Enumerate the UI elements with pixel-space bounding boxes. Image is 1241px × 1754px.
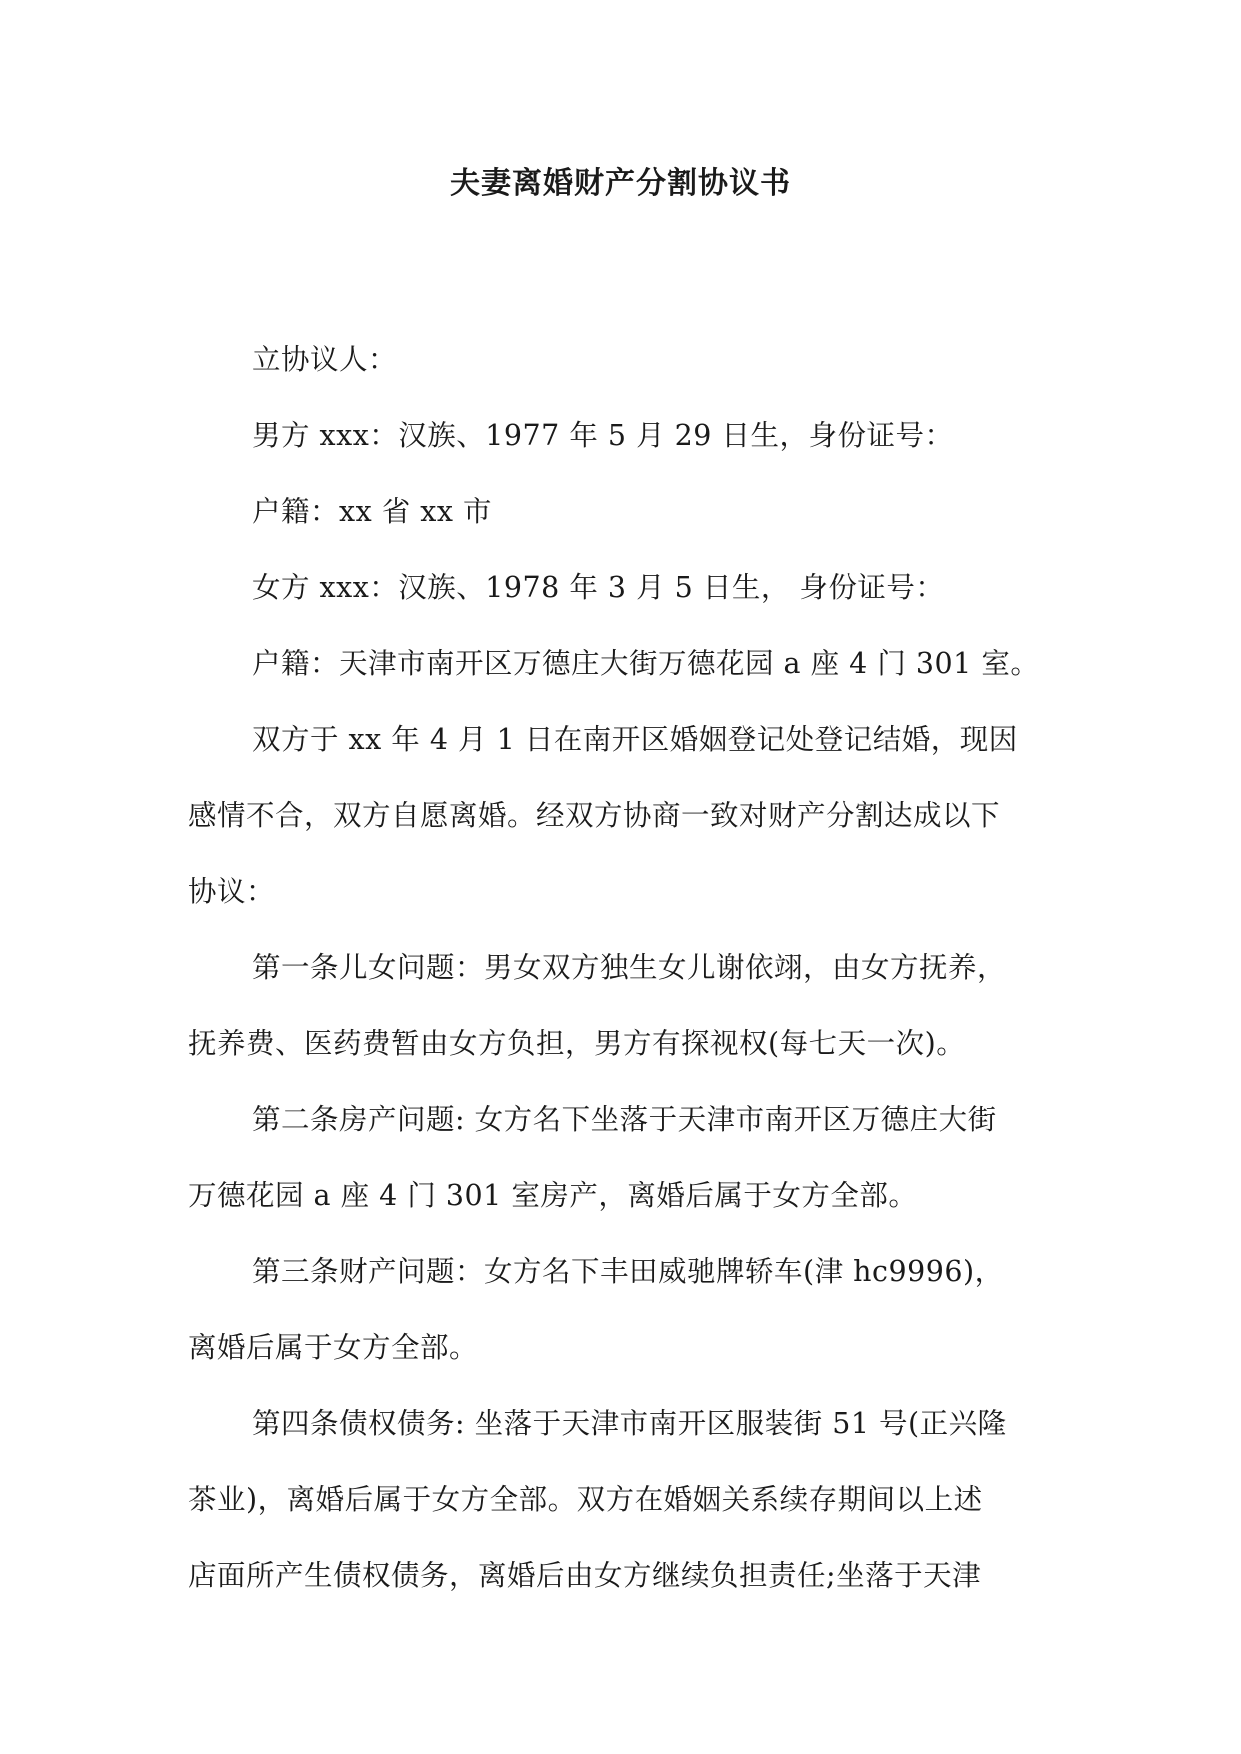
body-line: 双方于 xx 年 4 月 1 日在南开区婚姻登记处登记结婚，现因 bbox=[252, 723, 1018, 756]
body-line: 第三条财产问题：女方名下丰田威驰牌轿车(津 hc9996)， bbox=[252, 1255, 1004, 1288]
document-title: 夫妻离婚财产分割协议书 bbox=[450, 166, 791, 201]
body-line: 第四条债权债务: 坐落于天津市南开区服装街 51 号(正兴隆 bbox=[252, 1407, 1007, 1440]
body-line: 户籍：xx 省 xx 市 bbox=[252, 495, 492, 528]
body-line: 离婚后属于女方全部。 bbox=[188, 1331, 479, 1364]
body-line: 第一条儿女问题：男女双方独生女儿谢依翊，由女方抚养， bbox=[252, 951, 1007, 984]
document-body bbox=[188, 322, 1068, 1614]
body-line: 第二条房产问题: 女方名下坐落于天津市南开区万德庄大街 bbox=[252, 1103, 997, 1136]
body-line: 户籍：天津市南开区万德庄大街万德花园 a 座 4 门 301 室。 bbox=[252, 647, 1040, 680]
body-line: 抚养费、医药费暂由女方负担，男方有探视权(每七天一次)。 bbox=[188, 1027, 966, 1060]
body-line: 男方 xxx：汉族、1977 年 5 月 29 日生，身份证号： bbox=[252, 419, 954, 452]
body-line: 协议： bbox=[188, 875, 276, 908]
body-line: 女方 xxx：汉族、1978 年 3 月 5 日生， 身份证号： bbox=[252, 571, 945, 604]
body-line: 店面所产生债权债务，离婚后由女方继续负担责任;坐落于天津 bbox=[188, 1559, 982, 1592]
body-line: 立协议人： bbox=[252, 343, 398, 376]
body-line: 茶业)，离婚后属于女方全部。双方在婚姻关系续存期间以上述 bbox=[188, 1483, 983, 1516]
body-line: 万德花园 a 座 4 门 301 室房产，离婚后属于女方全部。 bbox=[188, 1179, 918, 1212]
body-line: 感情不合，双方自愿离婚。经双方协商一致对财产分割达成以下 bbox=[188, 799, 1001, 832]
